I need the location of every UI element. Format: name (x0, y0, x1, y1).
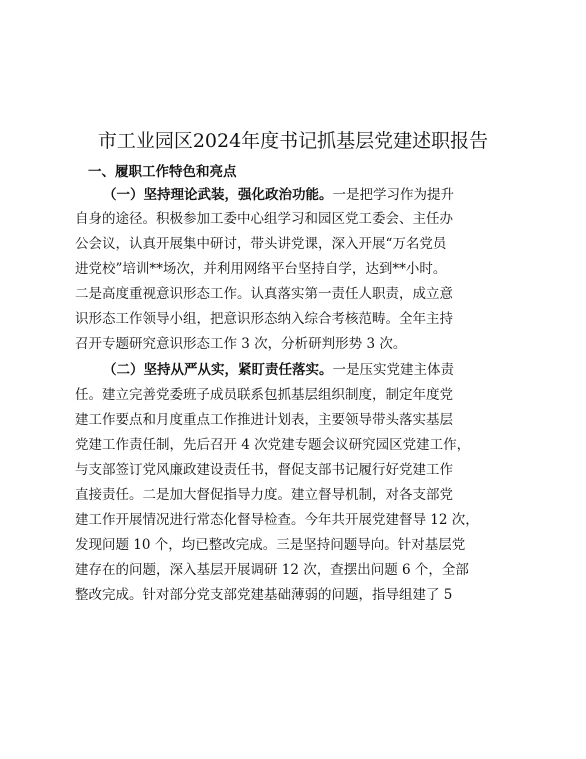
paragraph-2-line: 直接责任。二是加大督促指导力度。建立督导机制，对各支部党 (75, 487, 453, 503)
paragraph-2-line: 党建工作责任制，先后召开 4 次党建专题会议研究园区党建工作， (75, 437, 471, 453)
paragraph-1-line: 二是高度重视意识形态工作。认真落实第一责任人职责，成立意 (75, 286, 453, 302)
paragraph-2-line: 任。建立完善党委班子成员联系包抓基层组织制度，制定年度党 (75, 387, 453, 403)
paragraph-2-text: 一是压实党建主体责 (332, 362, 454, 378)
paragraph-1-text: 一是把学习作为提升 (332, 187, 454, 203)
paragraph-1-line: 公会议，认真开展集中研讨，带头讲党课，深入开展“万名党员 (75, 236, 447, 252)
paragraph-1-lead: （一）坚持理论武装，强化政治功能。 (103, 187, 333, 203)
paragraph-2-line: 整改完成。针对部分党支部党建基础薄弱的问题，指导组建了 5 (75, 587, 453, 603)
paragraph-1-line: 召开专题研究意识形态工作 3 次，分析研判形势 3 次。 (75, 336, 407, 352)
paragraph-2-lead: （二）坚持从严从实，紧盯责任落实。 (103, 362, 333, 378)
paragraph-2-line: 发现问题 10 个，均已整改完成。三是坚持问题导向。针对基层党 (75, 537, 466, 553)
paragraph-1-line: 自身的途径。积极参加工委中心组学习和园区党工委会、主任办 (75, 211, 453, 227)
paragraph-1-line: 进党校”培训**场次，并利用网络平台坚持自学，达到**小时。 (75, 261, 447, 277)
paragraph-1-line: 识形态工作领导小组，把意识形态纳入综合考核范畴。全年主持 (75, 311, 453, 327)
paragraph-2-line-1 (103, 358, 454, 382)
paragraph-2-line: 建工作要点和月度重点工作推进计划表，主要领导带头落实基层 (75, 412, 453, 428)
paragraph-2-line: 建工作开展情况进行常态化督导检查。今年共开展党建督导 12 次， (75, 512, 479, 528)
paragraph-2-line: 与支部签订党风廉政建设责任书，督促支部书记履行好党建工作 (75, 462, 453, 478)
document-title: 市工业园区2024年度书记抓基层党建述职报告 (97, 130, 489, 152)
section-heading: 一、履职工作特色和亮点 (88, 164, 237, 180)
paragraph-1-line-1 (103, 183, 454, 207)
paragraph-2-line: 建存在的问题，深入基层开展调研 12 次，查摆出问题 6 个，全部 (75, 562, 469, 578)
